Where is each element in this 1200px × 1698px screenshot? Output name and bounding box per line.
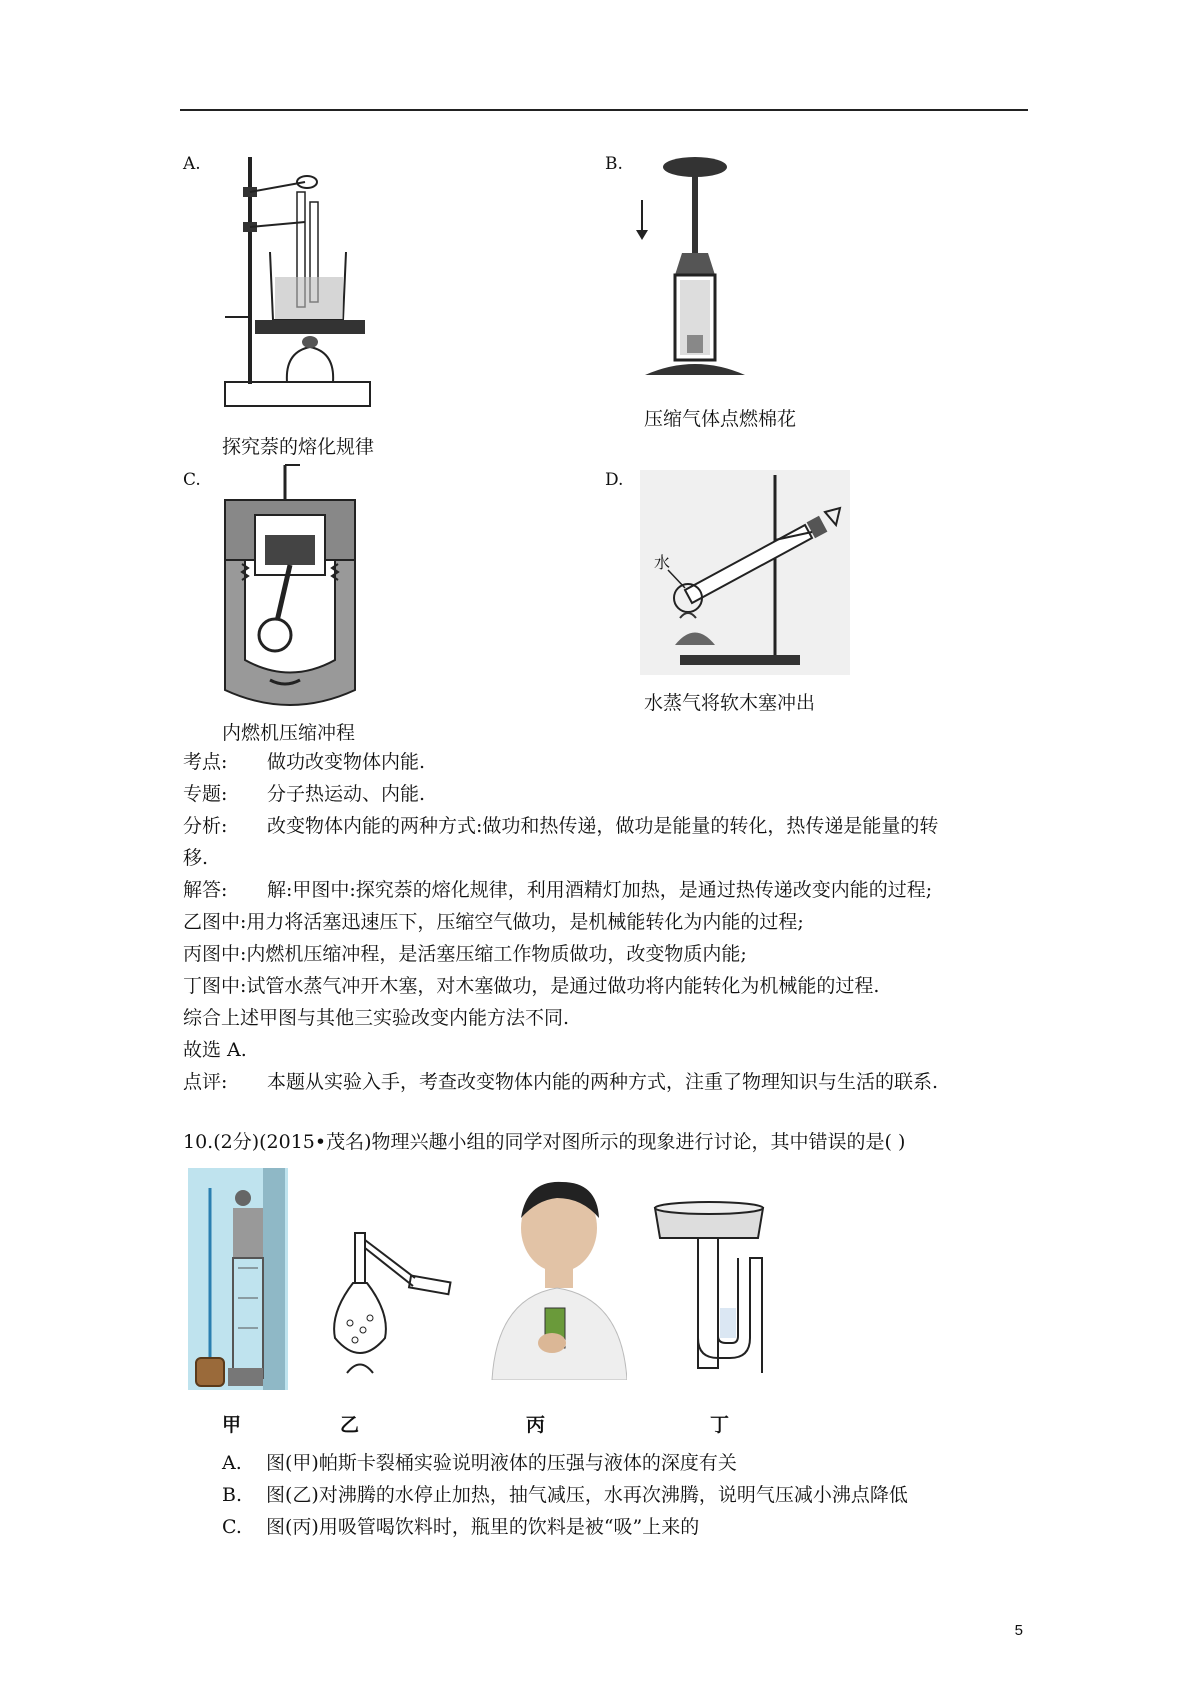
- jieda-text-6: 故选 A.: [183, 1039, 247, 1061]
- fenxi-text-1: 改变物体内能的两种方式:做功和热传递，做功是能量的转化，热传递是能量的转: [267, 815, 939, 837]
- jieda-text-2: 乙图中:用力将活塞迅速压下，压缩空气做功，是机械能转化为内能的过程;: [183, 911, 804, 933]
- q10-option-b-letter: B.: [222, 1484, 243, 1506]
- jieda-text-5: 综合上述甲图与其他三实验改变内能方法不同.: [183, 1007, 570, 1029]
- kaodian-text: 做功改变物体内能.: [267, 751, 426, 773]
- jieda-label: 解答:: [183, 879, 228, 901]
- q10-option-a: [222, 1448, 737, 1475]
- figure-label-yi: 乙: [340, 1414, 360, 1436]
- zhuanti-line: [183, 780, 425, 808]
- figure-label-jia: 甲: [222, 1414, 242, 1436]
- option-c-caption: 内燃机压缩冲程: [222, 722, 356, 744]
- fenxi-line: [183, 812, 938, 840]
- dianping-line: [183, 1068, 938, 1096]
- q10-option-b: [222, 1480, 908, 1507]
- option-d-letter: D.: [605, 470, 624, 490]
- q10-option-c: [222, 1512, 699, 1539]
- water-label: 水: [654, 553, 671, 572]
- boy-drinking-photo: [487, 1168, 627, 1380]
- fenxi-label: 分析:: [183, 815, 228, 837]
- header-rule: [180, 109, 1028, 111]
- q10-option-b-text: 图(乙)对沸腾的水停止加热，抽气减压，水再次沸腾，说明气压减小沸点降低: [266, 1484, 908, 1506]
- zhuanti-label: 专题:: [183, 783, 228, 805]
- q10-option-a-text: 图(甲)帕斯卡裂桶实验说明液体的压强与液体的深度有关: [266, 1452, 737, 1474]
- jieda-line: [183, 876, 932, 904]
- kaodian-line: [183, 748, 425, 776]
- pascal-barrel-figure: [188, 1168, 288, 1390]
- engine-compression-stroke-figure: [220, 460, 360, 710]
- zhuanti-text: 分子热运动、内能.: [267, 783, 426, 805]
- jieda-text-3: 丙图中:内燃机压缩冲程，是活塞压缩工作物质做功，改变物质内能;: [183, 943, 747, 965]
- q10-option-c-text: 图(丙)用吸管喝饮料时，瓶里的饮料是被“吸”上来的: [266, 1516, 700, 1538]
- option-a-caption: 探究萘的熔化规律: [222, 436, 375, 458]
- page-number: 5: [1014, 1622, 1023, 1639]
- q10-option-a-letter: A.: [222, 1452, 242, 1474]
- steam-cork-figure: [640, 470, 850, 675]
- option-d-caption: 水蒸气将软木塞冲出: [644, 692, 816, 714]
- dianping-text: 本题从实验入手，考查改变物体内能的两种方式，注重了物理知识与生活的联系.: [267, 1071, 939, 1093]
- dianping-label: 点评:: [183, 1071, 228, 1093]
- q10-stem: 10.(2分)(2015•茂名)物理兴趣小组的同学对图所示的现象进行讨论，其中错误的是( ): [183, 1131, 906, 1153]
- option-b-letter: B.: [605, 154, 623, 174]
- naphthalene-melting-figure: [215, 152, 380, 422]
- air-compression-figure: [630, 155, 750, 395]
- kaodian-label: 考点:: [183, 751, 228, 773]
- boiling-flask-figure: [325, 1228, 460, 1388]
- figure-label-bing: 丙: [526, 1414, 546, 1436]
- figure-label-ding: 丁: [710, 1414, 730, 1436]
- drain-trap-figure: [650, 1198, 768, 1373]
- option-a-letter: A.: [183, 154, 201, 174]
- jieda-text-1: 解:甲图中:探究萘的熔化规律，利用酒精灯加热，是通过热传递改变内能的过程;: [267, 879, 933, 901]
- jieda-text-4: 丁图中:试管水蒸气冲开木塞，对木塞做功，是通过做功将内能转化为机械能的过程.: [183, 975, 880, 997]
- q10-option-c-letter: C.: [222, 1516, 242, 1538]
- option-b-caption: 压缩气体点燃棉花: [644, 408, 797, 430]
- fenxi-text-2: 移.: [183, 847, 209, 869]
- option-c-letter: C.: [183, 470, 201, 490]
